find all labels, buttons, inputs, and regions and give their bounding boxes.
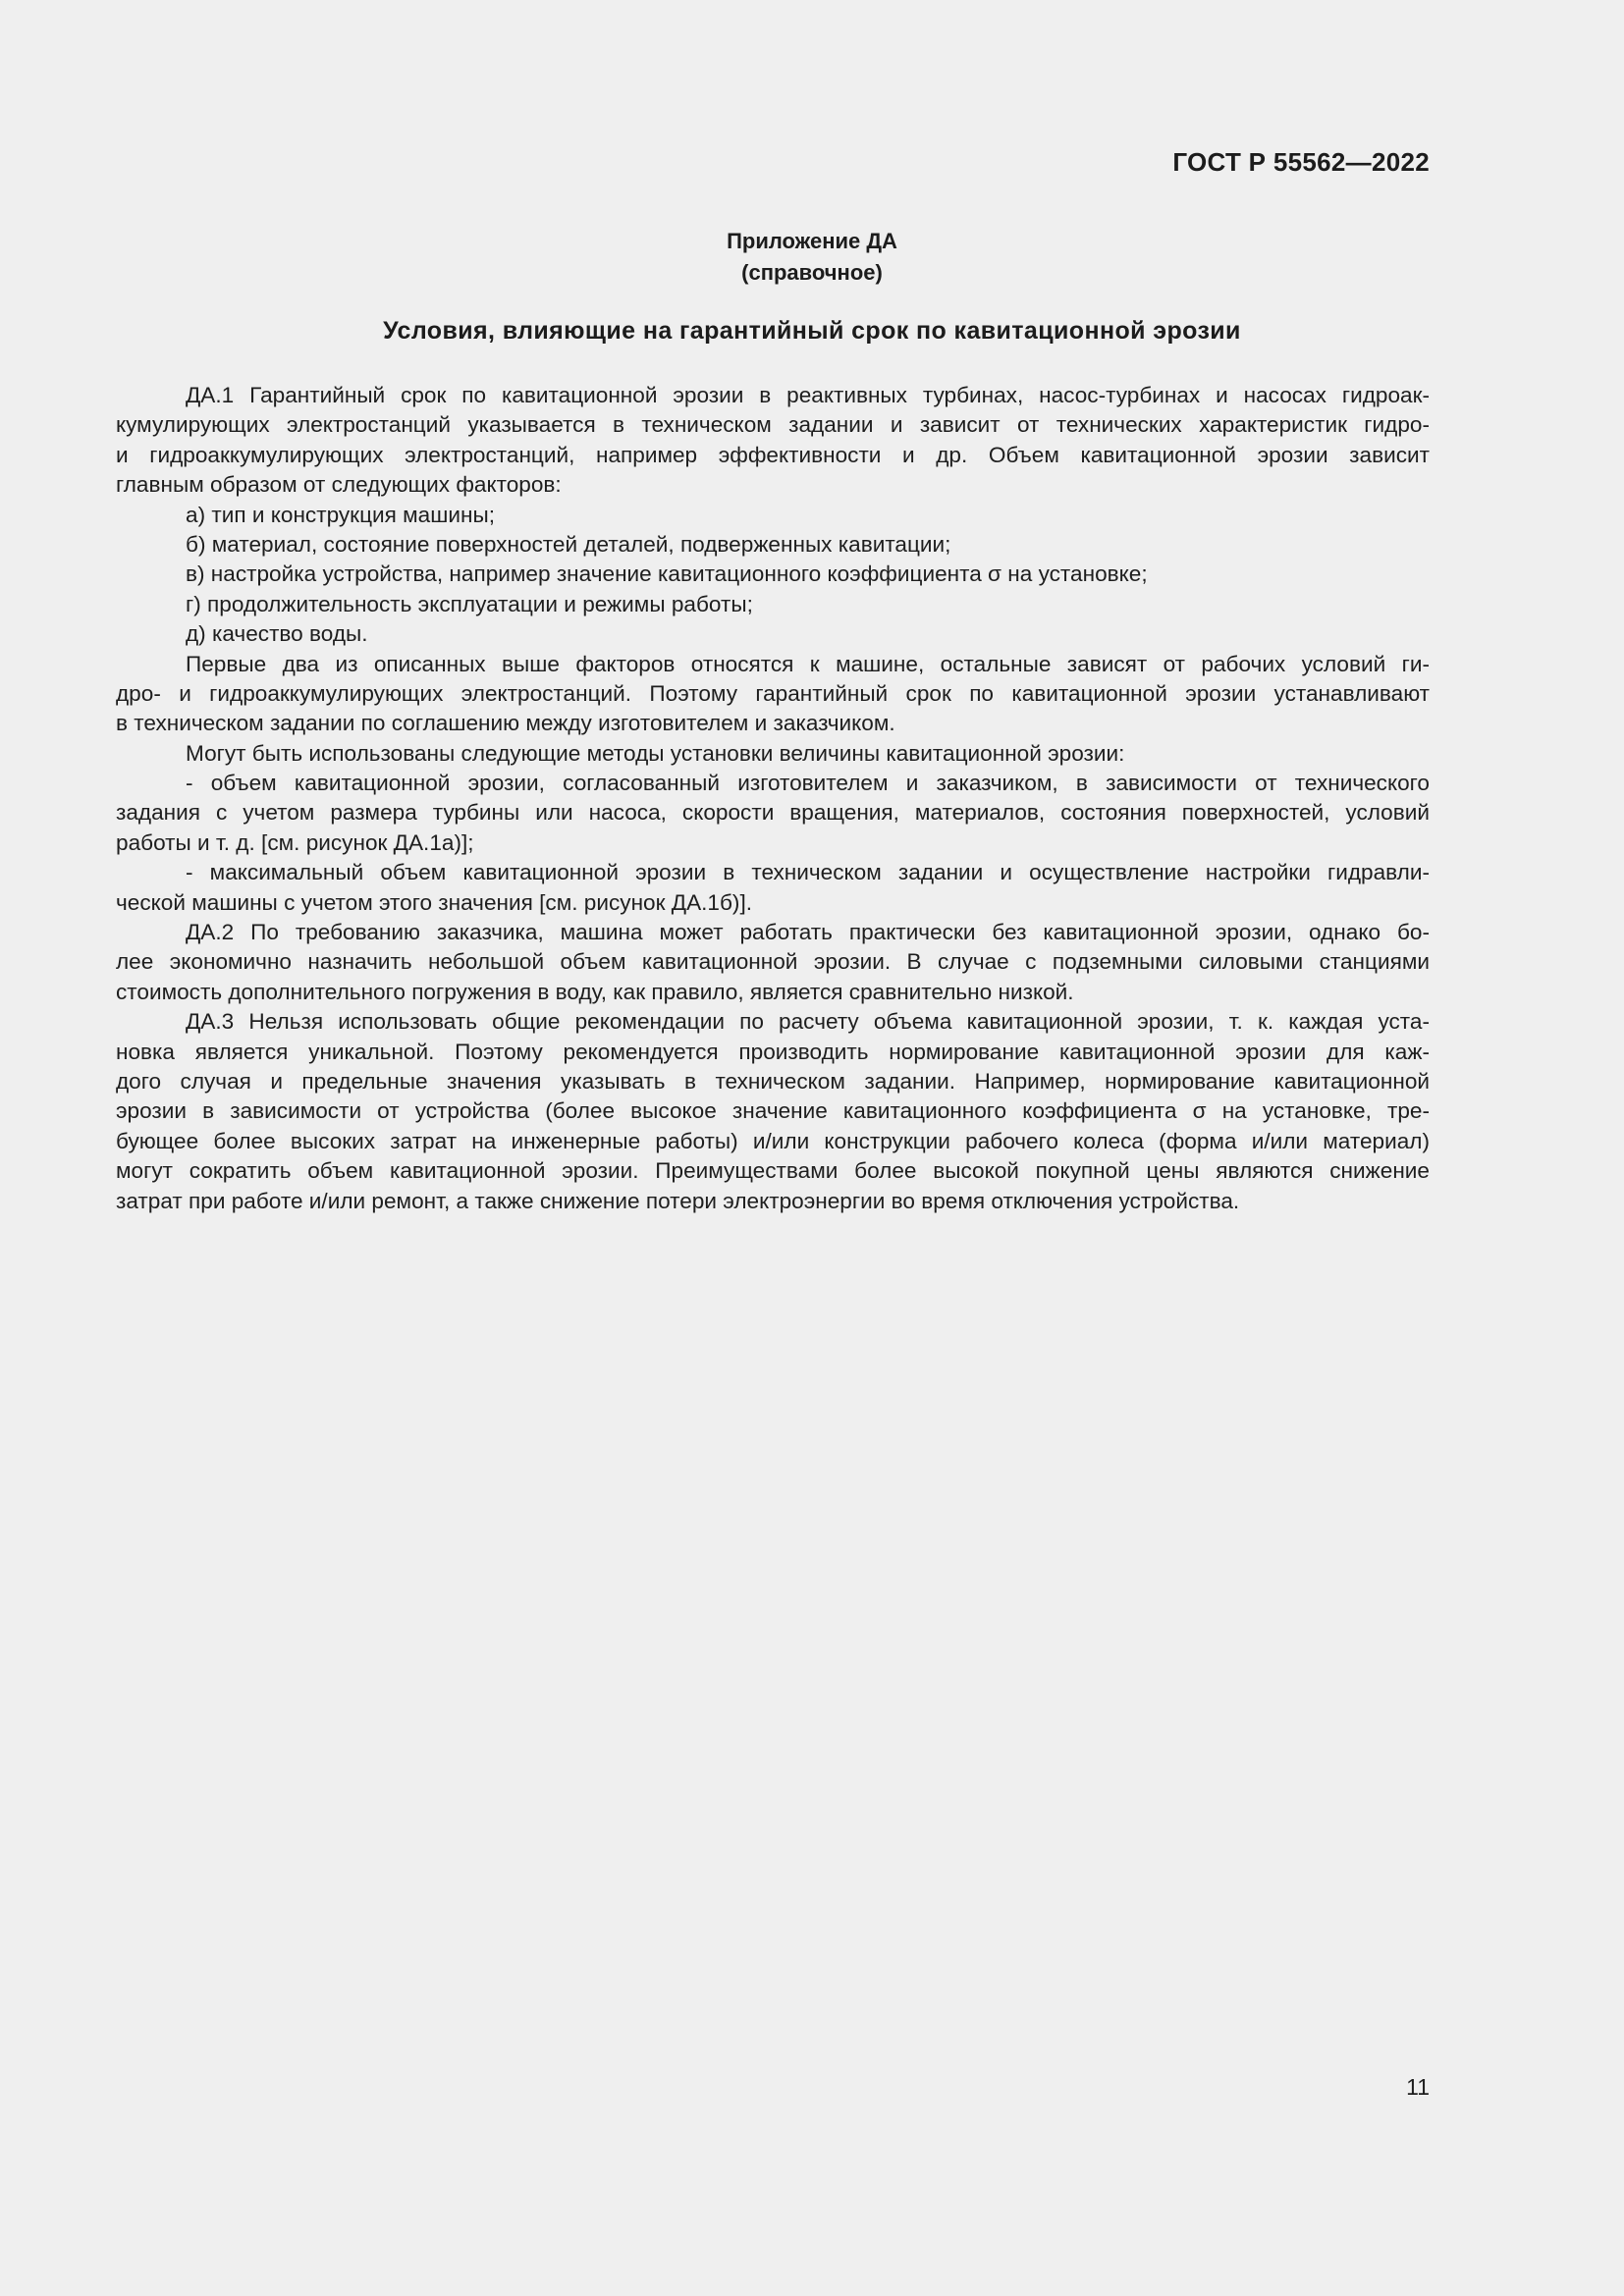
method-item-1 [116,769,1430,858]
paragraph-da3 [116,1007,1430,1216]
paragraph-line: в техническом задании по соглашению между изготовителем и заказчиком. [116,711,895,736]
paragraph-line: - объем кавитационной эрозии, согласованный изготовителем и заказчиком, в зависимости от технического [186,771,1430,796]
paragraph-line: главным образом от следующих факторов: [116,472,562,498]
section-title: Условия, влияющие на гарантийный срок по кавитационной эрозии [383,317,1241,345]
paragraph-line: ческой машины с учетом этого значения [см. рисунок ДА.1б)]. [116,889,753,915]
list-item: б) материал, состояние поверхностей деталей, подверженных кавитации; [186,531,951,557]
paragraph-da2 [116,918,1430,1007]
paragraph-line: затрат при работе и/или ремонт, а также снижение потери электроэнергии во время отключения устройства. [116,1188,1240,1213]
paragraph-line: задания с учетом размера турбины или насоса, скорости вращения, материалов, состояния поверхностей, условий [116,800,1430,826]
appendix-heading [0,226,1624,289]
appendix-title: Приложение ДА [727,229,897,253]
paragraph-first-two-factors [116,650,1430,739]
paragraph-line: дро- и гидроаккумулирующих электростанций. Поэтому гарантийный срок по кавитационной эрозии устанавливают [116,680,1430,706]
paragraph-da1 [116,381,1430,501]
paragraph-line: работы и т. д. [см. рисунок ДА.1а)]; [116,829,474,855]
paragraph-line: эрозии в зависимости от устройства (более высокое значение кавитационного коэффициента σ на установке, тре- [116,1098,1430,1124]
list-item: в) настройка устройства, например значение кавитационного коэффициента σ на установке; [186,561,1148,587]
paragraph-line: ДА.3 Нельзя использовать общие рекомендации по расчету объема кавитационной эрозии, т. к. каждая уста- [186,1009,1430,1035]
paragraph-line: стоимость дополнительного погружения в воду, как правило, является сравнительно низкой. [116,979,1074,1004]
document-code: ГОСТ Р 55562—2022 [1172,147,1430,177]
methods-intro: Могут быть использованы следующие методы установки величины кавитационной эрозии: [186,740,1125,766]
paragraph-line: - максимальный объем кавитационной эрозии в техническом задании и осуществление настройки гидравли- [186,860,1430,885]
paragraph-line: ДА.1 Гарантийный срок по кавитационной эрозии в реактивных турбинах, насос-турбинах и насосах гидроак- [186,383,1430,407]
paragraph-line: лее экономично назначить небольшой объем кавитационной эрозии. В случае с подземными силовыми станциями [116,949,1430,975]
paragraph-line: бующее более высоких затрат на инженерные работы) и/или конструкции рабочего колеса (форма и/или материал) [116,1128,1430,1153]
list-item: д) качество воды. [186,621,368,647]
paragraph-line: ДА.2 По требованию заказчика, машина может работать практически без кавитационной эрозии, однако бо- [186,920,1430,945]
method-item-2 [116,858,1430,918]
factors-list [116,501,1430,650]
page-number: 11 [1406,2074,1430,2100]
appendix-subtitle: (справочное) [741,260,883,285]
paragraph-line: дого случая и предельные значения указывать в техническом задании. Например, нормирование кавитационной [116,1068,1430,1094]
paragraph-line: и гидроаккумулирующих электростанций, например эффективности и др. Объем кавитационной эрозии зависит [116,442,1430,467]
paragraph-line: Первые два из описанных выше факторов относятся к машине, остальные зависят от рабочих условий ги- [186,651,1430,676]
list-item: а) тип и конструкция машины; [186,502,495,527]
body-text [116,381,1430,1216]
paragraph-line: могут сократить объем кавитационной эрозии. Преимуществами более высокой покупной цены являются снижение [116,1158,1430,1184]
paragraph-line: кумулирующих электростанций указывается в техническом задании и зависит от технических характеристик гидро- [116,412,1430,438]
list-item: г) продолжительность эксплуатации и режимы работы; [186,591,753,616]
paragraph-line: новка является уникальной. Поэтому рекомендуется производить нормирование кавитационной эрозии для каж- [116,1039,1430,1064]
